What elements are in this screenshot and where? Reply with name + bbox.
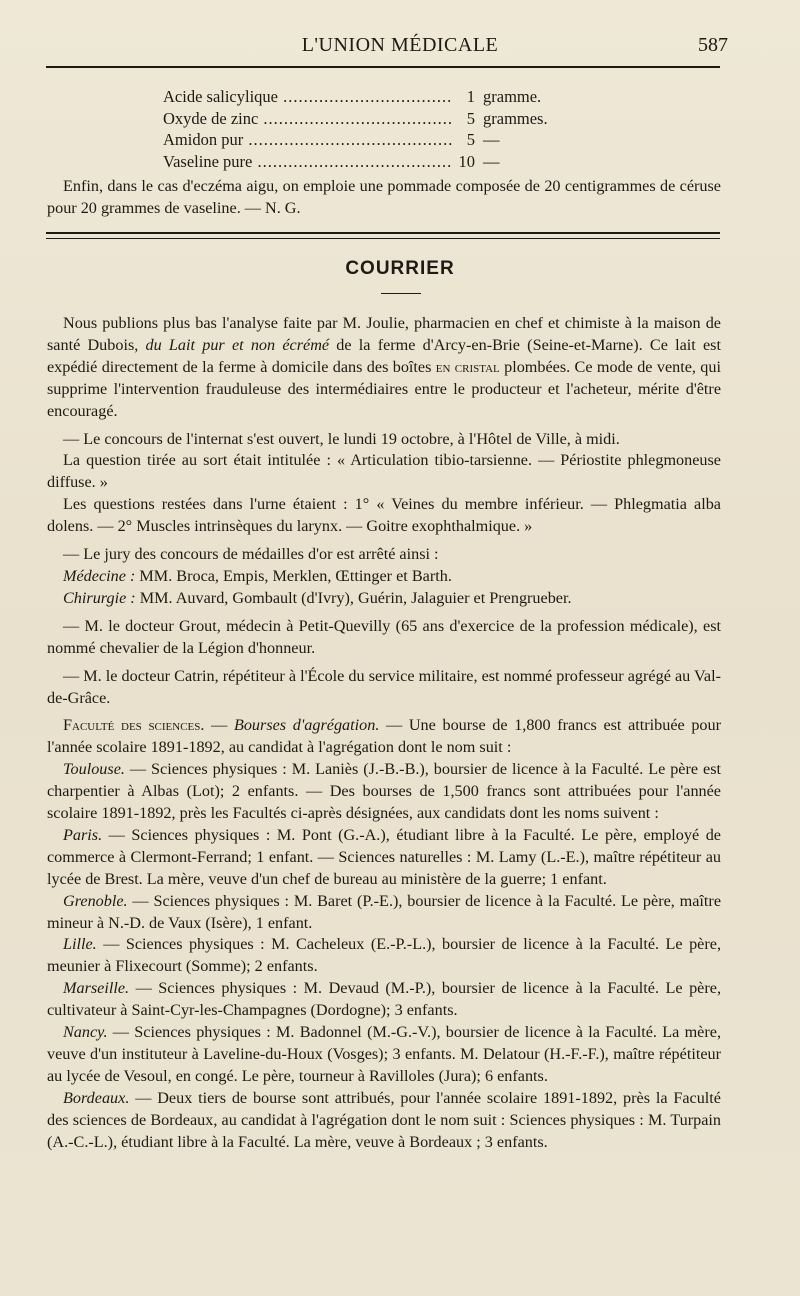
recipe-row: [163, 129, 583, 151]
text-run: — Sciences physiques : M. Pont (G.-A.), étudiant libre à la Faculté. Le père, employé de commerce à Clermont-Ferrand; 1 enfant. — Sciences naturelles : M. Lamy (L.-E.), maître répétiteur au lycée de Brest. La mère, veuve d'un chef de bureau au ministère de la guerre; 1 enfant.: [47, 825, 721, 888]
paragraph-label: Grenoble.: [63, 891, 128, 910]
paragraph-internat: — Le concours de l'internat s'est ouvert, le lundi 19 octobre, à l'Hôtel de Ville, à midi.: [63, 429, 620, 448]
paragraph-jury: — Le jury des concours de médailles d'or est arrêté ainsi :: [63, 545, 439, 564]
text-run: de la ferme d'Arcy-en-Brie (Seine-et-Marne). Ce lait est expédié directement de la ferme à domicile dans des boîtes: [47, 335, 721, 376]
text-run: — Sciences physiques : M. Laniès (J.-B.-B.), boursier de licence à la Faculté. Le père est charpentier à Albas (Lot); 2 enfants. — Des bourses de 1,500 francs sont attribuées pour l'année scolaire 1891-1892, près les Facultés ci-après désignées, aux candidats dont les noms suivent :: [47, 760, 721, 823]
header-rule: [46, 66, 720, 68]
paragraph-catrin: — M. le docteur Catrin, répétiteur à l'École du service militaire, est nommé professeur agrégé au Val-de-Grâce.: [47, 666, 721, 707]
recipe-quantity: 5: [466, 130, 475, 149]
running-title: L'UNION MÉDICALE: [301, 34, 499, 56]
paragraph-question: La question tirée au sort était intitulée : « Articulation tibio-tarsienne. — Périostite phlegmoneuse diffuse. »: [47, 451, 721, 492]
recipe-quantity: 1: [466, 87, 475, 106]
paragraph-medecine: [47, 566, 721, 588]
text-run: Nous publions plus bas l'analyse faite par M. Joulie, pharmacien en chef et chimiste à la maison de santé Dubois,: [47, 314, 721, 354]
courrier-body: [47, 313, 721, 1154]
text-run: — Deux tiers de bourse sont attribués, pour l'année scolaire 1891-1892, près la Faculté des sciences de Bordeaux, au candidat à l'agrégation dont le nom suit : Sciences physiques : M. Turpain (A.-C.-L.), étudiant libre à la Faculté. La mère, veuve à Bordeaux ; 3 enfants.: [47, 1088, 721, 1151]
recipe-ingredient: Vaseline pure .....: [163, 151, 453, 173]
text-run: — Une bourse de 1,800 francs est attribuée pour l'année scolaire 1891-1892, au candidat à l'agrégation dont le nom suit :: [47, 716, 722, 757]
recipe-row: [163, 108, 583, 130]
paragraph-label: Médecine :: [63, 566, 136, 585]
recipe-ingredient: Amidon pur .....: [163, 129, 453, 151]
section-rule-bottom: [46, 238, 720, 239]
recipe-quantity: 10: [458, 151, 475, 171]
paragraph-chirurgie: [47, 588, 721, 610]
page-header: [0, 34, 800, 62]
paragraph-label: Lille.: [63, 935, 97, 954]
recipe-table: [163, 86, 583, 172]
paragraph-grout: — M. le docteur Grout, médecin à Petit-Quevilly (65 ans d'exercice de la profession médicale), est nommé chevalier de la Légion d'honneur.: [47, 616, 721, 657]
paragraph-label: Nancy.: [63, 1023, 108, 1042]
title-underline: [381, 293, 421, 294]
recipe-row: [163, 86, 583, 108]
paragraph-nancy: [47, 1022, 721, 1088]
paragraph-bordeaux: [47, 1088, 721, 1154]
intro-section: [47, 176, 721, 220]
paragraph-marseille: [47, 978, 721, 1022]
text-run: MM. Broca, Empis, Merklen, Œttinger et Barth.: [135, 566, 452, 585]
recipe-unit: gramme.: [483, 87, 542, 106]
paragraph-label: Bordeaux.: [63, 1088, 130, 1107]
italic-run: Bourses d'agrégation.: [233, 716, 380, 735]
text-run: — Sciences physiques : M. Badonnel (M.-G.-V.), boursier de licence à la Faculté. La mère, veuve d'un instituteur à Laveline-du-Houx (Vosges); 3 enfants. M. Delatour (H.-F.-F.), maître répétiteur au lycée de Vesoul, en congé. Le père, tourneur à Ravilloles (Jura); 6 enfants.: [47, 1023, 721, 1085]
paragraph-paris: [47, 825, 721, 891]
recipe-unit: —: [483, 151, 500, 171]
section-rule-top: [46, 232, 720, 234]
paragraph-lille: [47, 934, 721, 978]
paragraph-faculte: [47, 715, 721, 759]
small-caps-run: en cristal: [435, 357, 500, 376]
page-number: 587: [698, 34, 728, 56]
recipe-ingredient: Acide salicylique .....: [163, 86, 453, 108]
recipe-quantity: 5: [466, 108, 475, 128]
text-run: plombées. Ce mode de vente, qui supprime l'intervention frauduleuse des intermédiaires entre le producteur et l'acheteur, mérite d'être encouragé.: [47, 357, 721, 420]
text-run: — Sciences physiques : M. Devaud (M.-P.), boursier de licence à la Faculté. Le père, cultivateur à Saint-Cyr-les-Champagnes (Dordogne); 3 enfants.: [47, 979, 721, 1020]
paragraph-label: Marseille.: [63, 979, 130, 998]
recipe-unit: grammes.: [483, 108, 548, 128]
recipe-ingredient: Oxyde de zinc .....: [163, 108, 453, 130]
section-title: COURRIER: [345, 258, 455, 279]
small-caps-run: Faculté des sciences.: [63, 716, 205, 735]
paragraph-label: Chirurgie :: [63, 588, 136, 607]
text-run: —: [204, 716, 234, 735]
text-run: — Sciences physiques : M. Baret (P.-E.), boursier de licence à la Faculté. Le père, maître mineur à N.-D. de Vaux (Isère), 1 enfant.: [47, 891, 721, 932]
text-run: MM. Auvard, Gombault (d'Ivry), Guérin, Jalaguier et Prengrueber.: [135, 588, 572, 607]
paragraph-toulouse: [47, 759, 721, 825]
paragraph-grenoble: [47, 891, 721, 935]
paragraph-milk: [47, 313, 721, 423]
intro-paragraph: Enfin, dans le cas d'eczéma aigu, on emploie une pommade composée de 20 centigrammes de céruse pour 20 grammes de vaseline. — N. G.: [47, 177, 721, 217]
paragraph-label: Toulouse.: [63, 760, 125, 779]
recipe-unit: —: [483, 130, 500, 149]
paragraph-questions-left: Les questions restées dans l'urne étaient : 1° « Veines du membre inférieur. — Phlegmatia alba dolens. — 2° Muscles intrinsèques du larynx. — Goitre exophthalmique. »: [47, 495, 721, 536]
recipe-row: [163, 151, 583, 173]
italic-run: du Lait pur et non écrémé: [145, 335, 330, 354]
text-run: — Sciences physiques : M. Cacheleux (E.-P.-L.), boursier de licence à la Faculté. Le père, meunier à Flixecourt (Somme); 2 enfants.: [47, 935, 721, 976]
paragraph-label: Paris.: [63, 825, 103, 844]
